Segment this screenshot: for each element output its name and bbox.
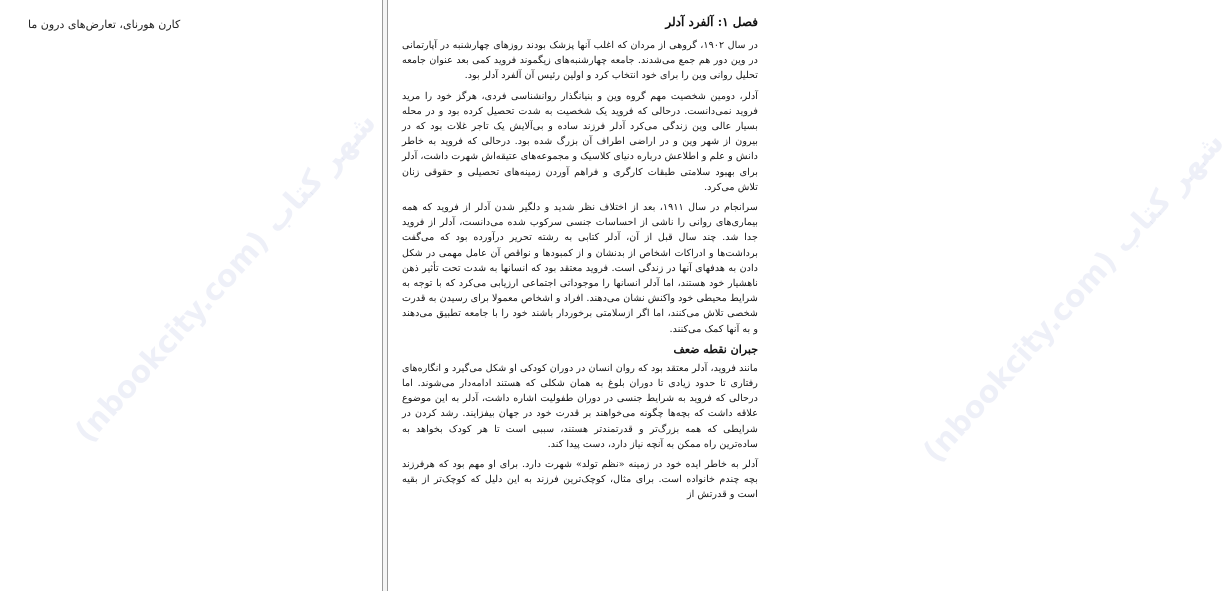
paragraph: سرانجام در سال ۱۹۱۱، بعد از اختلاف نظر شدید و دلگیر شدن آدلر از فروید که همه بیماری‌های روانی را ناشی از احساسات جنسی سرکوب شده می‌دانست، آدلر از فروید جدا شد. چند سال قبل از آن، آدلر کتابی به رشته تحریر درآورده بود که می‌گفت برداشت‌ها و ادراکات اشخاص از بدنشان و از کمبودها و نواقص آن عامل مهمی در شکل دادن به هدفهای آنها در زندگی است. فروید معتقد بود که انسانها به شدت تحت تأثیر ذهن ناهشیار خود هستند، اما آدلر انسانها را موجوداتی اجتماعی ارزیابی می‌کرد که با توجه به شرایط محیطی خود واکنش نشان می‌دهند. افراد و اشخاص معمولا برای رسیدن به قدرت شخصی تلاش می‌کنند، اما اگر ازسلامتی برخوردار باشند خود را با جامعه تطبیق می‌دهند و به آنها کمک می‌کنند. xyxy=(402,202,759,335)
paragraph: آدلر به خاطر ایده خود در زمینه «نظم تولد» شهرت دارد. برای او مهم بود که هرفرزند بچه چندم خانواده است. برای مثال، کوچک‌ترین فرزند به این دلیل که کوچک‌تر از بقیه است و قدرتش از xyxy=(402,459,758,501)
chapter-title: فصل ۱: آلفرد آدلر xyxy=(665,15,758,29)
left-page xyxy=(0,0,382,591)
right-page xyxy=(388,0,1231,591)
watermark-left: (nbookcity.com) شهر کتاب xyxy=(68,105,384,450)
paragraph: در سال ۱۹۰۲، گروهی از مردان که اغلب آنها پزشک بودند روزهای چهارشنبه در آپارتمانی در وین دور هم جمع می‌شدند. جامعه چهارشنبه‌های زیگموند فروید کمی بعد عنوان جامعه تحلیل روانی وین را برای خود انتخاب کرد و اولین رئیس آن آلفرد آدلر بود. xyxy=(402,40,758,82)
page-body xyxy=(402,14,758,508)
section-title: جبران نقطه ضعف xyxy=(673,342,758,356)
paragraph: مانند فروید، آدلر معتقد بود که روان انسان در دوران کودکی او شکل می‌گیرد و انگاره‌های رفتاری تا حدود زیادی تا دوران بلوغ به همان شکلی که هستند ادامه‌دار می‌شوند. اما درحالی که فروید به شرایط جنسی در دوران طفولیت اشاره داشت، آدلر به این موضوع علاقه داشت که بچه‌ها چگونه می‌خواهند بر قدرت خود در جهان بیفزایند. رشد کردن در شرایطی که همه بزرگ‌تر و قدرتمندتر هستند، سببی است تا هر کودک بخواهد به ساده‌ترین راه ممکن به آنچه نیاز دارد، دست پیدا کند. xyxy=(402,362,758,450)
running-head: کارن هورنای، تعارض‌های درون ما xyxy=(28,18,181,31)
watermark-right: (nbookcity.com) شهر کتاب xyxy=(916,125,1231,470)
paragraph: آدلر، دومین شخصیت مهم گروه وین و بنیانگذار روانشناسی فردی، هرگز خود را مرید فروید نمی‌دانست. درحالی که فروید یک شخصیت به شدت تحصیل کرده بود و در محله بسیار عالی وین زندگی می‌کرد آدلر فرزند ساده و بی‌آلایش یک تاجر غلات بود که در بیرون از شهر وین و در اراضی اطراف آن بزرگ شده بود. درحالی که فروید به خاطر دانش و علم و اطلاعش درباره دنیای کلاسیک و مجموعه‌های عتیقه‌اش شهرت داشت، آدلر برای بهبود سلامتی طبقات کارگری و فراهم آوردن زمینه‌های تحصیلی و حقوقی زنان تلاش می‌کرد. xyxy=(402,90,758,193)
